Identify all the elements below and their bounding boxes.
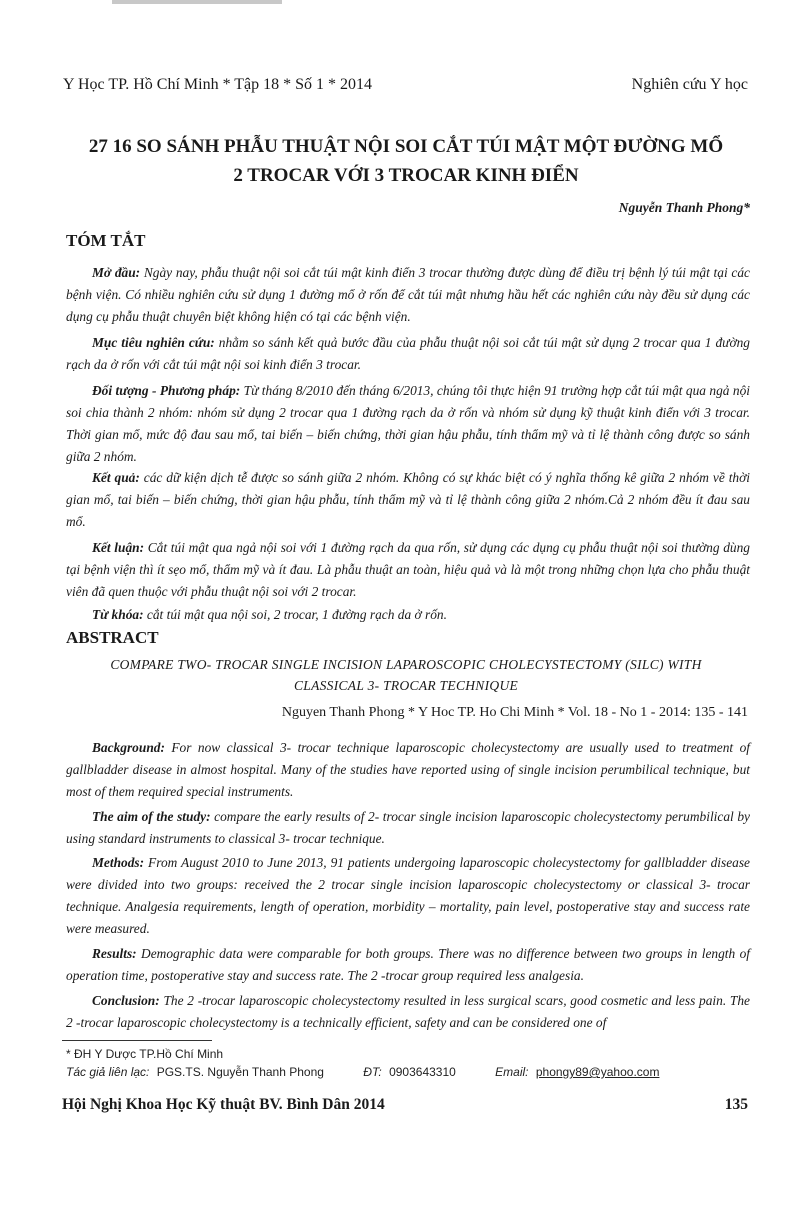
abstract-paragraph-methods bbox=[66, 852, 750, 940]
paragraph-label: Đối tượng - Phương pháp: bbox=[92, 383, 241, 398]
paragraph-label: Methods: bbox=[92, 855, 145, 870]
paragraph-label: Results: bbox=[92, 946, 137, 961]
conference-footer: Hội Nghị Khoa Học Kỹ thuật BV. Bình Dân 2014 bbox=[62, 1096, 385, 1113]
author: Nguyễn Thanh Phong* bbox=[618, 200, 750, 215]
summary-paragraph-methods bbox=[66, 380, 750, 468]
paragraph-label: Mục tiêu nghiên cứu: bbox=[92, 335, 215, 350]
title-line-1: 27 16 SO SÁNH PHẪU THUẬT NỘI SOI CẮT TÚI MẬT MỘT ĐƯỜNG MỔ bbox=[88, 136, 724, 157]
abstract-paragraph-conclusion bbox=[66, 990, 750, 1034]
paragraph-label: Kết luận: bbox=[92, 540, 145, 555]
paragraph-text: nhằm so sánh kết quả bước đầu của phẫu thuật nội soi cắt túi mật sử dụng 2 trocar qua 1 đường rạch da ở rốn với cắt túi mật nội soi kinh điển 3 trocar. bbox=[66, 335, 750, 372]
paragraph-text: Demographic data were comparable for both groups. There was no difference between two groups in length of operation time, postoperative stay and success rate. The 2 -trocar group required less analgesia. bbox=[66, 946, 750, 983]
abstract-paragraph-background bbox=[66, 737, 750, 803]
abstract-title bbox=[60, 654, 752, 696]
summary-paragraph-conclusion bbox=[66, 537, 750, 603]
paragraph-text: Ngày nay, phẫu thuật nội soi cắt túi mật kinh điển 3 trocar thường được dùng để điều trị bệnh lý túi mật tại các bệnh viện. Có nhiều nghiên cứu sử dụng 1 đường mổ ở rốn để cắt túi mật nhưng hầu hết các nghiên cứu này đều sử dụng các dụng cụ phẫu thuật chuyên biệt không hiện có tại các bệnh viện. bbox=[66, 265, 750, 324]
paragraph-text: Từ tháng 8/2010 đến tháng 6/2013, chúng tôi thực hiện 91 trường hợp cắt túi mật qua ngả nội soi chia thành 2 nhóm: nhóm sử dụng 2 trocar qua 1 đường rạch da ở rốn và nhóm sử dụng kỹ thuật kinh điển với 3 trocar. Thời gian mổ, mức độ đau sau mổ, tai biến – biến chứng, thời gian hậu phẫu, tính thẩm mỹ và tỉ lệ thành công được so sánh giữa 2 nhóm. bbox=[66, 383, 750, 464]
abstract-title-line-2: CLASSICAL 3- TROCAR TECHNIQUE bbox=[293, 678, 519, 693]
paragraph-text: For now classical 3- trocar technique laparoscopic cholecystectomy are usually used to treatment of gallbladder disease in almost hospital. Many of the studies have reported using of single incision perumbilical technique, but most of them required special instruments. bbox=[66, 740, 750, 799]
section-header: Nghiên cứu Y học bbox=[631, 76, 748, 93]
email-link[interactable]: phongy89@yahoo.com bbox=[535, 1065, 660, 1079]
phone-label: ĐT: bbox=[363, 1065, 382, 1079]
scan-artifact bbox=[112, 0, 282, 4]
paragraph-text: Cắt túi mật qua ngả nội soi với 1 đường rạch da qua rốn, sử dụng các dụng cụ phẫu thuật nội soi thường dùng tại bệnh viện thì ít sẹo mổ, thẩm mỹ và ít đau. Là phẫu thuật an toàn, hiệu quả và là một trong những chọn lựa cho phẫu thuật viên đã quen thuộc với phẫu thuật nội soi với 2 trocar. bbox=[66, 540, 750, 599]
abstract-paragraph-aim bbox=[66, 806, 750, 850]
footnote-contact bbox=[66, 1065, 659, 1079]
abstract-paragraph-results bbox=[66, 943, 750, 987]
paragraph-label: Kết quả: bbox=[92, 470, 140, 485]
footnote-affiliation: * ĐH Y Dược TP.Hồ Chí Minh bbox=[66, 1047, 224, 1061]
summary-paragraph-results bbox=[66, 467, 750, 533]
contact-label: Tác giả liên lạc: bbox=[66, 1065, 150, 1079]
summary-paragraph-keywords bbox=[66, 604, 750, 626]
summary-heading: TÓM TẮT bbox=[66, 231, 146, 250]
paragraph-label: Từ khóa: bbox=[92, 607, 144, 622]
article-title bbox=[60, 132, 752, 190]
footnote-divider bbox=[62, 1040, 212, 1041]
summary-paragraph-intro bbox=[66, 262, 750, 328]
paragraph-text: The 2 -trocar laparoscopic cholecystectomy resulted in less surgical scars, good cosmetic and less pain. The 2 -trocar laparoscopic cholecystectomy is a technically efficient, safety and can be considered one of bbox=[66, 993, 750, 1030]
paragraph-text: các dữ kiện dịch tễ được so sánh giữa 2 nhóm. Không có sự khác biệt có ý nghĩa thống kê giữa 2 nhóm về thời gian mổ, tai biến – biến chứng, thời gian hậu phẫu, tính thẩm mỹ và tỉ lệ thành công giữa 2 nhóm.Cả 2 nhóm đều ít đau sau mổ. bbox=[66, 470, 750, 529]
page-number: 135 bbox=[724, 1096, 748, 1113]
paragraph-text: cắt túi mật qua nội soi, 2 trocar, 1 đường rạch da ở rốn. bbox=[143, 607, 447, 622]
paragraph-label: Background: bbox=[92, 740, 165, 755]
summary-paragraph-objective bbox=[66, 332, 750, 376]
contact-name: PGS.TS. Nguyễn Thanh Phong bbox=[156, 1065, 324, 1079]
paragraph-text: From August 2010 to June 2013, 91 patients undergoing laparoscopic cholecystectomy for gallbladder disease were divided into two groups: received the 2 trocar single incision laparoscopic cholecystectomy or classical 3- trocar technique. Analgesia requirements, length of operation, morbidity – mortality, pain level, postoperative stay and success rate were measured. bbox=[66, 855, 750, 936]
phone-number: 0903643310 bbox=[389, 1065, 456, 1079]
abstract-citation: Nguyen Thanh Phong * Y Hoc TP. Ho Chi Minh * Vol. 18 - No 1 - 2014: 135 - 141 bbox=[281, 705, 748, 720]
paragraph-text: compare the early results of 2- trocar single incision laparoscopic cholecystectomy perumbilical by using standard instruments to classical 3- trocar technique. bbox=[66, 809, 750, 846]
email-label: Email: bbox=[495, 1065, 529, 1079]
abstract-title-line-1: COMPARE TWO- TROCAR SINGLE INCISION LAPAROSCOPIC CHOLECYSTECTOMY (SILC) WITH bbox=[110, 657, 702, 672]
paragraph-label: Conclusion: bbox=[92, 993, 160, 1008]
abstract-heading: ABSTRACT bbox=[66, 628, 159, 647]
journal-header: Y Học TP. Hồ Chí Minh * Tập 18 * Số 1 * 2014 bbox=[63, 76, 373, 93]
paragraph-label: The aim of the study: bbox=[92, 809, 211, 824]
title-line-2: 2 TROCAR VỚI 3 TROCAR KINH ĐIỂN bbox=[233, 165, 579, 186]
paragraph-label: Mở đầu: bbox=[92, 265, 141, 280]
